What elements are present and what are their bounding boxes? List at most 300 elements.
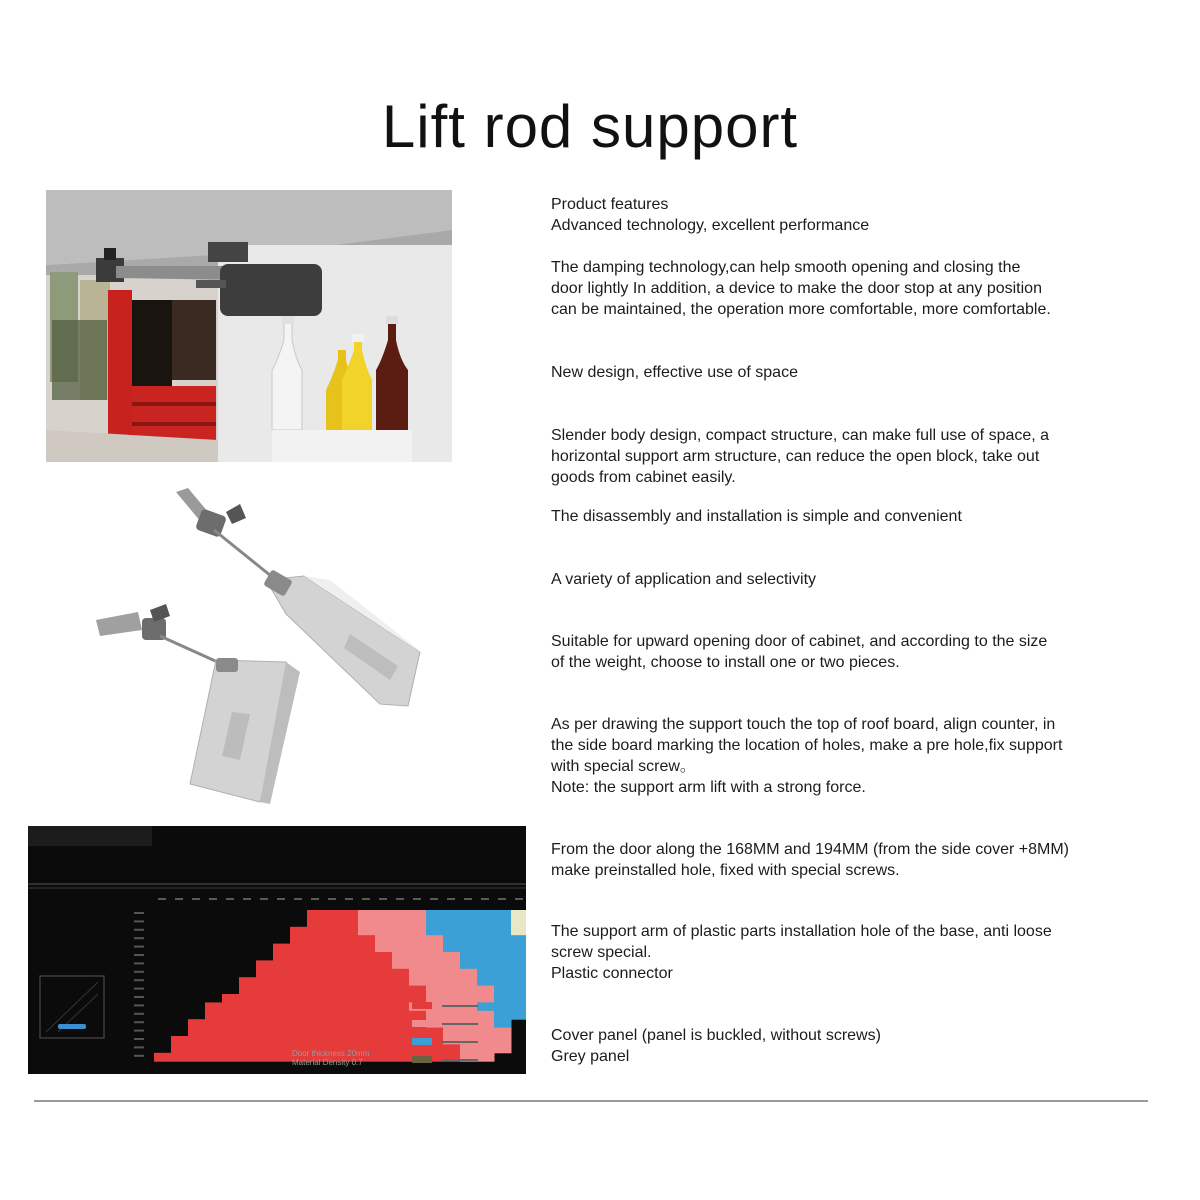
- feature-paragraph-11: Cover panel (panel is buckled, without screws) Grey panel: [551, 1027, 881, 1065]
- chart-top-tick: [345, 898, 353, 900]
- chart-cell: [222, 1011, 240, 1020]
- chart-cell: [460, 1036, 478, 1045]
- chart-cell: [409, 910, 427, 919]
- chart-cell: [375, 935, 393, 944]
- chart-cell: [358, 935, 376, 944]
- chart-cell: [256, 986, 274, 995]
- chart-cell: [511, 944, 526, 953]
- chart-cell: [324, 960, 342, 969]
- chart-cell: [392, 977, 410, 986]
- chart-cell: [426, 994, 444, 1003]
- kitchen-scene-illustration: [46, 190, 452, 462]
- chart-cell: [341, 1028, 359, 1037]
- chart-top-tick: [396, 898, 404, 900]
- chart-top-tick: [430, 898, 438, 900]
- chart-top-tick: [379, 898, 387, 900]
- chart-left-tick: [134, 1004, 144, 1006]
- chart-left-tick: [134, 1021, 144, 1023]
- chart-cell: [188, 1053, 206, 1062]
- chart-cell: [460, 1028, 478, 1037]
- chart-cell: [511, 977, 526, 986]
- chart-cell: [358, 918, 376, 927]
- chart-cell: [358, 994, 376, 1003]
- chart-cell: [494, 952, 512, 961]
- chart-cell: [324, 935, 342, 944]
- feature-paragraph-9: From the door along the 168MM and 194MM (from the side cover +8MM) make preinstalled hole, fixed with special screws.: [551, 841, 1069, 879]
- chart-top-tick: [260, 898, 268, 900]
- feature-paragraph-4: Slender body design, compact structure, can make full use of space, a horizontal support arm structure, can reduce the open block, take out goods from cabinet easily.: [551, 427, 1050, 486]
- chart-cell: [205, 1019, 223, 1028]
- chart-cell: [307, 960, 325, 969]
- chart-cell: [460, 935, 478, 944]
- feature-paragraph-3: New design, effective use of space: [551, 364, 798, 381]
- chart-cell: [341, 927, 359, 936]
- chart-cell: [239, 986, 257, 995]
- chart-cell: [290, 1036, 308, 1045]
- chart-cell: [188, 1028, 206, 1037]
- chart-cell: [477, 1028, 495, 1037]
- chart-cell: [511, 969, 526, 978]
- chart-cell: [222, 1002, 240, 1011]
- chart-cell: [256, 1019, 274, 1028]
- chart-cell: [511, 986, 526, 995]
- chart-cell: [409, 944, 427, 953]
- chart-cell: [426, 944, 444, 953]
- chart-cell: [222, 1036, 240, 1045]
- legend-swatch-1: [412, 1002, 432, 1009]
- chart-cell: [324, 1036, 342, 1045]
- chart-cell: [324, 994, 342, 1003]
- chart-cell: [307, 1002, 325, 1011]
- chart-cell: [341, 1011, 359, 1020]
- chart-cell: [358, 910, 376, 919]
- chart-note-line-1: Door thickness 20mm: [292, 1049, 370, 1058]
- chart-cell: [477, 1011, 495, 1020]
- chart-cell: [290, 944, 308, 953]
- chart-cell: [392, 994, 410, 1003]
- chart-cell: [307, 986, 325, 995]
- chart-cell: [239, 1002, 257, 1011]
- chart-cell: [222, 1028, 240, 1037]
- chart-cell: [477, 969, 495, 978]
- chart-cell: [511, 910, 526, 919]
- chart-cell: [392, 1011, 410, 1020]
- chart-top-tick: [328, 898, 336, 900]
- chart-cell: [188, 1044, 206, 1053]
- chart-canvas: [28, 826, 526, 1074]
- chart-cell: [409, 960, 427, 969]
- chart-cell: [392, 986, 410, 995]
- chart-cell: [256, 1053, 274, 1062]
- chart-cell: [307, 1011, 325, 1020]
- chart-cell: [358, 1011, 376, 1020]
- chart-cell: [256, 969, 274, 978]
- chart-cell: [307, 944, 325, 953]
- chart-cell: [477, 918, 495, 927]
- feature-paragraph-1: Product features Advanced technology, excellent performance: [551, 196, 870, 234]
- chart-left-tick: [134, 920, 144, 922]
- chart-cell: [494, 1019, 512, 1028]
- chart-cell: [273, 960, 291, 969]
- chart-cell: [375, 1019, 393, 1028]
- chart-cell: [426, 960, 444, 969]
- chart-left-tick: [134, 912, 144, 914]
- chart-cell: [375, 1036, 393, 1045]
- chart-cell: [307, 969, 325, 978]
- chart-cell: [273, 1028, 291, 1037]
- chart-cell: [477, 1036, 495, 1045]
- chart-cell: [375, 994, 393, 1003]
- chart-cell: [222, 994, 240, 1003]
- chart-cell: [494, 969, 512, 978]
- chart-cell: [460, 969, 478, 978]
- chart-cell: [443, 960, 461, 969]
- chart-cell: [358, 1002, 376, 1011]
- chart-cell: [239, 1036, 257, 1045]
- chart-cell: [375, 910, 393, 919]
- chart-cell: [341, 977, 359, 986]
- chart-cell: [392, 1019, 410, 1028]
- chart-top-tick: [311, 898, 319, 900]
- chart-cell: [375, 960, 393, 969]
- chart-cell: [409, 1044, 427, 1053]
- chart-cell: [477, 1044, 495, 1053]
- chart-cell: [477, 994, 495, 1003]
- chart-cell: [460, 994, 478, 1003]
- chart-cell: [205, 1036, 223, 1045]
- chart-cell: [426, 969, 444, 978]
- chart-cell: [324, 1011, 342, 1020]
- chart-cell: [239, 1053, 257, 1062]
- chart-cell: [358, 977, 376, 986]
- chart-cell: [443, 1028, 461, 1037]
- chart-cell: [273, 977, 291, 986]
- chart-cell: [443, 952, 461, 961]
- chart-cell: [256, 994, 274, 1003]
- chart-cell: [511, 1002, 526, 1011]
- chart-cell: [324, 986, 342, 995]
- chart-cell: [307, 927, 325, 936]
- chart-cell: [307, 1036, 325, 1045]
- chart-cell: [341, 994, 359, 1003]
- chart-cell: [392, 1002, 410, 1011]
- chart-left-tick: [134, 1013, 144, 1015]
- chart-cell: [307, 1019, 325, 1028]
- chart-cell: [205, 1028, 223, 1037]
- chart-cell: [426, 935, 444, 944]
- chart-cell: [426, 918, 444, 927]
- chart-cell: [375, 927, 393, 936]
- chart-cell: [426, 1028, 444, 1037]
- lift-support-product-illustration: [90, 484, 440, 814]
- kitchen-cabinet-photo: [46, 190, 452, 462]
- chart-cell: [256, 977, 274, 986]
- chart-cell: [358, 927, 376, 936]
- chart-cell: [273, 1019, 291, 1028]
- chart-cell: [511, 918, 526, 927]
- feature-paragraph-7: Suitable for upward opening door of cabinet, and according to the size of the weight, choose to install one or two pieces.: [551, 633, 1048, 671]
- chart-cell: [222, 1044, 240, 1053]
- chart-cell: [392, 1053, 410, 1062]
- chart-cell: [358, 944, 376, 953]
- chart-cell: [477, 910, 495, 919]
- chart-cell: [477, 1053, 495, 1062]
- chart-cell: [341, 1019, 359, 1028]
- chart-cell: [443, 927, 461, 936]
- chart-left-tick: [134, 929, 144, 931]
- chart-cell: [494, 1044, 512, 1053]
- chart-cell: [392, 944, 410, 953]
- chart-cell: [375, 969, 393, 978]
- chart-cell: [494, 935, 512, 944]
- chart-cell: [205, 1002, 223, 1011]
- chart-cell: [409, 918, 427, 927]
- chart-cell: [494, 994, 512, 1003]
- chart-cell: [290, 1011, 308, 1020]
- chart-cell: [307, 994, 325, 1003]
- chart-cell: [307, 952, 325, 961]
- chart-cell: [171, 1053, 189, 1062]
- chart-cell: [358, 969, 376, 978]
- chart-cell: [494, 977, 512, 986]
- chart-cell: [511, 960, 526, 969]
- chart-cell: [443, 935, 461, 944]
- chart-cell: [341, 918, 359, 927]
- chart-cell: [477, 927, 495, 936]
- chart-cell: [358, 1036, 376, 1045]
- chart-cell: [273, 1053, 291, 1062]
- chart-cell: [392, 910, 410, 919]
- chart-cell: [205, 1053, 223, 1062]
- chart-cell: [426, 1044, 444, 1053]
- chart-cell: [443, 986, 461, 995]
- chart-cell: [460, 952, 478, 961]
- feature-paragraph-5: The disassembly and installation is simple and convenient: [551, 508, 962, 525]
- chart-cell: [511, 935, 526, 944]
- chart-cell: [460, 927, 478, 936]
- chart-cell: [188, 1036, 206, 1045]
- chart-top-tick: [447, 898, 455, 900]
- chart-cell: [460, 977, 478, 986]
- chart-cell: [392, 1028, 410, 1037]
- chart-cell: [426, 952, 444, 961]
- chart-cell: [494, 927, 512, 936]
- chart-cell: [460, 1011, 478, 1020]
- chart-cell: [324, 1002, 342, 1011]
- chart-cell: [341, 960, 359, 969]
- chart-cell: [477, 952, 495, 961]
- chart-top-tick: [226, 898, 234, 900]
- chart-cell: [290, 986, 308, 995]
- chart-cell: [256, 1044, 274, 1053]
- chart-cell: [273, 1036, 291, 1045]
- chart-note-line-2: Material Density 0.7: [292, 1058, 363, 1067]
- chart-cell: [205, 1011, 223, 1020]
- chart-cell: [256, 960, 274, 969]
- legend-swatch-3: [412, 1038, 432, 1045]
- chart-cell: [477, 960, 495, 969]
- chart-top-tick: [498, 898, 506, 900]
- feature-paragraph-6: A variety of application and selectivity: [551, 571, 817, 588]
- chart-cell: [477, 1019, 495, 1028]
- chart-top-tick: [209, 898, 217, 900]
- chart-cell: [324, 910, 342, 919]
- legend-swatch-2: [412, 1020, 432, 1027]
- chart-top-tick: [464, 898, 472, 900]
- chart-cell: [273, 952, 291, 961]
- chart-cell: [341, 986, 359, 995]
- chart-cell: [273, 1011, 291, 1020]
- chart-cell: [511, 1011, 526, 1020]
- chart-cell: [392, 935, 410, 944]
- chart-cell: [460, 944, 478, 953]
- chart-cell: [307, 1028, 325, 1037]
- chart-cell: [443, 969, 461, 978]
- chart-cell: [494, 918, 512, 927]
- chart-cell: [171, 1044, 189, 1053]
- chart-cell: [239, 977, 257, 986]
- chart-cell: [341, 1036, 359, 1045]
- chart-cell: [358, 1028, 376, 1037]
- chart-cell: [307, 910, 325, 919]
- chart-cell: [290, 927, 308, 936]
- chart-cell: [222, 1053, 240, 1062]
- chart-cell: [375, 986, 393, 995]
- chart-cell: [171, 1036, 189, 1045]
- chart-top-tick: [243, 898, 251, 900]
- chart-cell: [392, 927, 410, 936]
- chart-cell: [290, 969, 308, 978]
- chart-cell: [273, 1044, 291, 1053]
- chart-cell: [392, 952, 410, 961]
- chart-cell: [222, 1019, 240, 1028]
- chart-cell: [273, 969, 291, 978]
- chart-cell: [324, 944, 342, 953]
- chart-cell: [511, 952, 526, 961]
- chart-cell: [477, 986, 495, 995]
- chart-cell: [511, 994, 526, 1003]
- chart-cell: [409, 952, 427, 961]
- chart-left-tick: [134, 971, 144, 973]
- chart-cell: [426, 927, 444, 936]
- chart-cell: [494, 1036, 512, 1045]
- chart-cell: [307, 977, 325, 986]
- chart-cell: [273, 1002, 291, 1011]
- chart-cell: [392, 969, 410, 978]
- chart-cell: [511, 927, 526, 936]
- chart-cell: [358, 952, 376, 961]
- chart-cell: [239, 1028, 257, 1037]
- chart-cell: [324, 952, 342, 961]
- chart-cell: [341, 910, 359, 919]
- chart-top-tick: [362, 898, 370, 900]
- chart-cell: [375, 944, 393, 953]
- chart-cell: [290, 935, 308, 944]
- chart-cell: [205, 1044, 223, 1053]
- chart-cell: [460, 910, 478, 919]
- legend-swatch-4: [412, 1056, 432, 1063]
- chart-cell: [324, 918, 342, 927]
- chart-cell: [477, 935, 495, 944]
- chart-cell: [290, 960, 308, 969]
- chart-cell: [290, 1002, 308, 1011]
- chart-left-tick: [134, 1030, 144, 1032]
- chart-cell: [256, 1028, 274, 1037]
- chart-cell: [256, 1002, 274, 1011]
- chart-cell: [460, 986, 478, 995]
- chart-left-tick: [134, 996, 144, 998]
- chart-cell: [409, 977, 427, 986]
- chart-cell: [409, 969, 427, 978]
- feature-paragraph-8: As per drawing the support touch the top of roof board, align counter, in the side board marking the location of holes, make a pre hole,fix support with special screw。 Note: the support arm lift with a strong force.: [551, 716, 1063, 796]
- chart-top-tick: [192, 898, 200, 900]
- chart-cell: [324, 1028, 342, 1037]
- chart-cell: [460, 918, 478, 927]
- chart-cell: [409, 927, 427, 936]
- chart-cell: [256, 1036, 274, 1045]
- chart-left-tick: [134, 979, 144, 981]
- lift-support-drawing: [90, 484, 440, 814]
- chart-top-tick: [515, 898, 523, 900]
- chart-cell: [239, 1019, 257, 1028]
- chart-cell: [341, 952, 359, 961]
- chart-cell: [375, 1028, 393, 1037]
- chart-top-tick: [175, 898, 183, 900]
- chart-cell: [307, 918, 325, 927]
- chart-cell: [460, 960, 478, 969]
- bottom-divider: [34, 1100, 1148, 1102]
- chart-cell: [324, 927, 342, 936]
- chart-cell: [392, 1044, 410, 1053]
- chart-cell: [324, 969, 342, 978]
- chart-cell: [494, 944, 512, 953]
- chart-top-tick: [481, 898, 489, 900]
- chart-cell: [443, 918, 461, 927]
- chart-cell: [494, 1002, 512, 1011]
- chart-left-tick: [134, 946, 144, 948]
- chart-cell: [460, 1044, 478, 1053]
- chart-cell: [477, 944, 495, 953]
- chart-cell: [426, 910, 444, 919]
- chart-cell: [426, 986, 444, 995]
- chart-cell: [392, 960, 410, 969]
- chart-cell: [290, 977, 308, 986]
- chart-cell: [375, 1053, 393, 1062]
- chart-cell: [256, 1011, 274, 1020]
- chart-left-tick: [134, 937, 144, 939]
- chart-cell: [443, 1036, 461, 1045]
- chart-cell: [239, 994, 257, 1003]
- chart-cell: [358, 1019, 376, 1028]
- chart-cell: [375, 1044, 393, 1053]
- chart-top-tick: [294, 898, 302, 900]
- chart-cell: [188, 1019, 206, 1028]
- chart-cell: [290, 1028, 308, 1037]
- chart-cell: [307, 935, 325, 944]
- chart-left-tick: [134, 1038, 144, 1040]
- chart-cell: [154, 1053, 172, 1062]
- chart-cell: [341, 1002, 359, 1011]
- chart-cell: [273, 986, 291, 995]
- chart-cell: [443, 1044, 461, 1053]
- chart-cell: [443, 994, 461, 1003]
- chart-cell: [324, 977, 342, 986]
- chart-cell: [409, 986, 427, 995]
- chart-left-tick: [134, 1055, 144, 1057]
- chart-cell: [409, 935, 427, 944]
- feature-paragraph-10: The support arm of plastic parts installation hole of the base, anti loose screw special. Plastic connector: [551, 923, 1052, 982]
- chart-cell: [239, 1011, 257, 1020]
